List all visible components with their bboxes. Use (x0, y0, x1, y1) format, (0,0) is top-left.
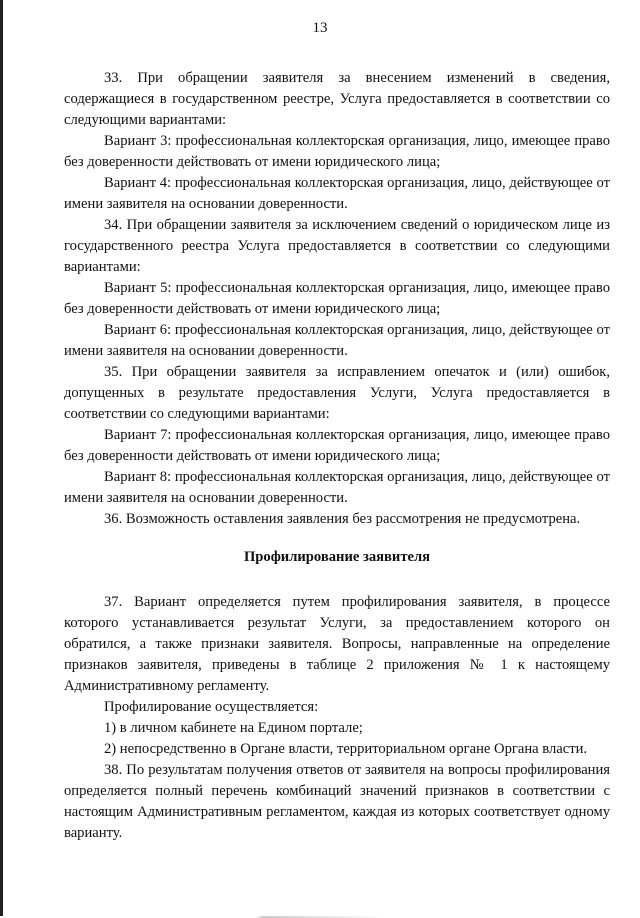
paragraph-variant-8: Вариант 8: профессиональная коллекторская организация, лицо, действующее от имени заявителя на основании доверенности. (64, 469, 610, 506)
section-heading: Профилирование заявителя (243, 549, 431, 565)
list-item-1: 1) в личном кабинете на Едином портале; (104, 720, 363, 736)
paragraph-variant-6: Вариант 6: профессиональная коллекторская организация, лицо, действующее от имени заявителя на основании доверенности. (64, 322, 610, 359)
document-body (64, 68, 610, 844)
list-item-2: 2) непосредственно в Органе власти, территориальном органе Органа власти. (104, 741, 588, 757)
paragraph-variant-4: Вариант 4: профессиональная коллекторская организация, лицо, действующее от имени заявителя на основании доверенности. (64, 175, 610, 212)
paragraph-37: 37. Вариант определяется путем профилирования заявителя, в процессе которого устанавливается результат Услуги, за предоставлением которого он обратился, а также признаки заявителя. Вопросы, направленные на определение признаков заявителя, приведены в таблице 2 приложения № 1 к настоящему Административному регламенту. (64, 594, 610, 694)
paragraph-38: 38. По результатам получения ответов от заявителя на вопросы профилирования определяется полный перечень комбинаций значений признаков в соответствии с настоящим Административным регламентом, каждая из которых соответствует одному варианту. (64, 762, 610, 841)
paragraph-variant-3: Вариант 3: профессиональная коллекторская организация, лицо, имеющее право без доверенности действовать от имени юридического лица; (64, 133, 610, 170)
paragraph-variant-5: Вариант 5: профессиональная коллекторская организация, лицо, имеющее право без доверенности действовать от имени юридического лица; (64, 280, 610, 317)
paragraph-33: 33. При обращении заявителя за внесением изменений в сведения, содержащиеся в государственном реестре, Услуга предоставляется в соответствии со следующими вариантами: (64, 70, 610, 128)
page-number: 13 (312, 20, 328, 36)
paragraph-34: 34. При обращении заявителя за исключением сведений о юридическом лице из государственного реестра Услуга предоставляется в соответствии со следующими вариантами: (64, 217, 610, 275)
paragraph-35: 35. При обращении заявителя за исправлением опечаток и (или) ошибок, допущенных в результате предоставления Услуги, Услуга предоставляется в соответствии со следующими вариантами: (64, 364, 610, 422)
paragraph-36: 36. Возможность оставления заявления без рассмотрения не предусмотрена. (104, 511, 581, 527)
paragraph-variant-7: Вариант 7: профессиональная коллекторская организация, лицо, имеющее право без доверенности действовать от имени юридического лица; (64, 427, 610, 464)
paragraph-profiling-intro: Профилирование осуществляется: (104, 699, 319, 715)
scan-edge-line (0, 0, 3, 918)
